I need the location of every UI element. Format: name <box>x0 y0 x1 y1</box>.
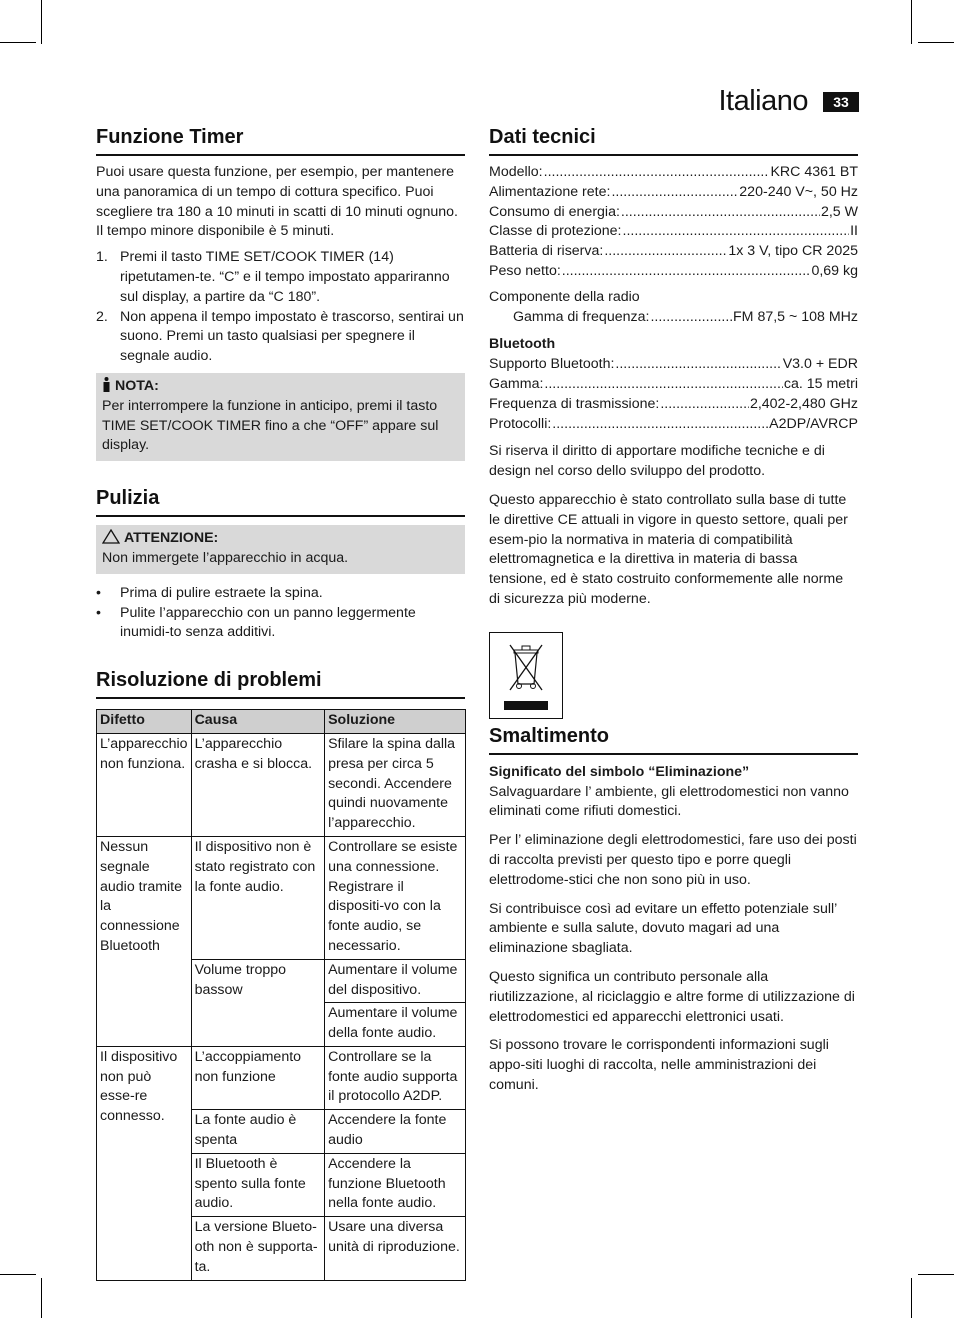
spec-label: Gamma di frequenza: <box>513 308 650 325</box>
spec-row <box>489 242 858 262</box>
page-number: 33 <box>823 92 859 112</box>
crop-mark <box>918 1274 954 1275</box>
warning-text: Non immergete l’apparecchio in acqua. <box>102 549 349 566</box>
spec-label: Supporto Bluetooth: <box>489 356 615 373</box>
solution-cell: Usare una diversa unità di riproduzione. <box>325 1217 466 1280</box>
spec-value: II <box>850 223 858 240</box>
left-column <box>96 124 465 1281</box>
radio-label: Componente della radio <box>489 288 640 305</box>
disposal-paragraph: Questo significa un contributo personale alla riutilizzazione, al riciclaggio e altre forme di utilizzazione di elettrodomestici ed apparecchi elettronici usati. <box>489 968 855 1025</box>
bluetooth-heading: Bluetooth <box>489 336 556 353</box>
spec-label: Batteria di riserva: <box>489 243 604 260</box>
crop-mark <box>41 1278 42 1318</box>
solution-cell: Aumentare il volume della fonte audio. <box>325 1003 466 1047</box>
cause-cell: Il Bluetooth è spento sulla fonte audio. <box>191 1153 325 1216</box>
info-icon <box>102 377 111 392</box>
spec-row <box>489 355 858 375</box>
cleaning-bullets <box>96 584 465 643</box>
warning-label: ATTENZIONE: <box>123 530 219 547</box>
spec-label: Frequenza di trasmissione: <box>489 395 660 412</box>
specs-list <box>489 163 858 282</box>
troubleshooting-heading: Risoluzione di problemi <box>96 667 465 699</box>
spec-label: Alimentazione rete: <box>489 183 611 200</box>
timer-heading: Funzione Timer <box>96 124 465 156</box>
defect-cell: Il dispositivo non può esse-re connesso. <box>97 1046 192 1280</box>
solution-cell: Accendere la funzione Bluetooth nella fonte audio. <box>325 1153 466 1216</box>
spec-row <box>489 395 858 415</box>
spec-label: Consumo di energia: <box>489 203 620 220</box>
solution-cell: Accendere la fonte audio <box>325 1110 466 1154</box>
step-text: Premi il tasto TIME SET/COOK TIMER (14) ripetutamen-te. “C” e il tempo impostato appariranno sul display, a partire da “C 180”. <box>120 249 450 305</box>
spec-value: 2,5 W <box>820 203 858 220</box>
spec-value: A2DP/AVRCP <box>769 415 858 432</box>
cause-cell: La versione Blueto-oth non è supporta-ta. <box>191 1217 325 1280</box>
bullet-icon: • <box>96 604 101 621</box>
column-header: Soluzione <box>325 710 466 734</box>
list-item <box>96 584 465 604</box>
specs-note-ce: Questo apparecchio è stato controllato sulla base di tutte le direttive CE attuali in vigore in questo settore, quali per esem-pio la normativa in materia di compatibilità elettromagnetica e la direttiva in materia di bassa tensione, ed è stato costruito conformemente alle norme di sicurezza più moderne. <box>489 491 848 607</box>
spec-label: Modello: <box>489 164 543 180</box>
bullet-text: Prima di pulire estraete la spina. <box>120 584 323 601</box>
troubleshooting-table <box>96 709 466 1281</box>
table-row <box>97 1046 466 1109</box>
dot-leader <box>623 222 850 242</box>
spec-row <box>489 222 858 242</box>
timer-intro: Puoi usare questa funzione, per esempio, per mantenere una panoramica di un tempo di cottura specifico. Puoi scegliere tra 180 a 10 minuti in scatti di 10 minuti ognuno. Il tempo minore disponibile è 5 minuti. <box>96 164 458 240</box>
specs-section <box>489 124 858 610</box>
list-item <box>96 604 465 644</box>
warning-box <box>96 525 465 574</box>
disposal-paragraph: Per l’ eliminazione degli elettrodomestici, fare uso dei posti di raccolta previsti per questo tipo e porre quegli elettrodome-stici che non sono più in uso. <box>489 832 857 888</box>
solution-cell: Sfilare la spina dalla presa per circa 5 secondi. Accendere quindi nuovamente l’apparecchio. <box>325 733 466 836</box>
list-item <box>96 308 465 367</box>
solution-cell: Aumentare il volume del dispositivo. <box>325 959 466 1003</box>
crop-mark <box>918 42 954 43</box>
table-header-row <box>97 710 466 734</box>
spec-value: 220-240 V~, 50 Hz <box>739 183 858 200</box>
dot-leader <box>650 308 732 328</box>
disposal-paragraph: Salvaguardare l’ ambiente, gli elettrodomestici non vanno eliminati come rifiuti domestici. <box>489 783 849 820</box>
disposal-subheading: Significato del simbolo “Eliminazione” <box>489 763 750 780</box>
cause-cell: Volume troppo bassow <box>191 959 325 1046</box>
spec-label: Gamma: <box>489 375 544 392</box>
bullet-icon: • <box>96 584 101 601</box>
defect-cell: L’apparecchio non funziona. <box>97 733 192 836</box>
note-text: Per interrompere la funzione in anticipo, premi il tasto TIME SET/COOK TIMER fino a che “OFF” appare sul display. <box>102 397 439 454</box>
specs-note-design: Si riserva il diritto di apportare modifiche tecniche e di design nel corso dello sviluppo del prodotto. <box>489 443 825 480</box>
dot-leader <box>544 375 782 395</box>
note-box <box>96 373 465 461</box>
spec-row <box>489 203 858 223</box>
weee-bin-icon <box>489 632 563 719</box>
table-row <box>97 733 466 836</box>
spec-row <box>489 183 858 203</box>
note-label: NOTA: <box>114 377 159 394</box>
cause-cell: L’apparecchio crasha e si blocca. <box>191 733 325 836</box>
page-language-title: Italiano <box>718 85 808 117</box>
spec-row <box>489 308 858 328</box>
troubleshooting-section <box>96 667 465 1281</box>
step-text: Non appena il tempo impostato è trascorso, sentirai un suono. Premi un tasto qualsiasi per spegnere il segnale audio. <box>120 308 464 365</box>
step-number: 1. <box>96 249 108 266</box>
crop-mark <box>0 1274 36 1275</box>
spec-label: Protocolli: <box>489 415 552 432</box>
timer-steps <box>96 248 465 367</box>
cause-cell: Il dispositivo non è stato registrato con la fonte audio. <box>191 836 325 959</box>
solution-cell: Controllare se esiste una connessione. Registrare il dispositi-vo con la fonte audio, se necessario. <box>325 836 466 959</box>
dot-leader <box>611 183 738 203</box>
spec-value: 0,69 kg <box>811 262 858 279</box>
cleaning-heading: Pulizia <box>96 485 465 517</box>
cause-cell: La fonte audio è spenta <box>191 1110 325 1154</box>
spec-value: KRC 4361 BT <box>770 164 858 180</box>
dot-leader <box>615 355 781 375</box>
spec-label: Peso netto: <box>489 262 561 279</box>
dot-leader <box>604 242 727 262</box>
spec-row <box>489 262 858 282</box>
spec-row <box>489 415 858 435</box>
specs-heading: Dati tecnici <box>489 124 858 156</box>
column-header: Causa <box>191 710 325 734</box>
spec-value: 1x 3 V, tipo CR 2025 <box>728 243 858 260</box>
dot-leader <box>544 163 770 183</box>
bluetooth-specs-list <box>489 355 858 434</box>
spec-value: ca. 15 metri <box>783 375 858 392</box>
spec-row <box>489 375 858 395</box>
disposal-section <box>489 723 858 1096</box>
dot-leader <box>660 395 749 415</box>
table-row <box>97 836 466 959</box>
crop-mark <box>0 42 36 43</box>
spec-value: V3.0 + EDR <box>782 356 858 373</box>
defect-cell: Nessun segnale audio tramite la connessione Bluetooth <box>97 836 192 1046</box>
column-header: Difetto <box>97 710 192 734</box>
spec-value: 2,402-2,480 GHz <box>749 395 858 412</box>
crop-mark <box>41 0 42 44</box>
list-item <box>96 248 465 307</box>
spec-value: FM 87,5 ~ 108 MHz <box>733 308 858 325</box>
dot-leader <box>621 203 820 223</box>
disposal-heading: Smaltimento <box>489 723 858 755</box>
disposal-paragraph: Si contribuisce così ad evitare un effetto potenziale sull’ ambiente e sulla salute, dovuto magari ad una eliminazione sbagliata. <box>489 900 837 957</box>
solution-cell: Controllare se la fonte audio supporta il protocollo A2DP. <box>325 1046 466 1109</box>
spec-label: Classe di protezione: <box>489 223 622 240</box>
warning-icon <box>102 529 120 544</box>
cleaning-section <box>96 485 465 643</box>
bullet-text: Pulite l’apparecchio con un panno leggermente inumidi-to senza additivi. <box>120 604 416 641</box>
dot-leader <box>552 415 768 435</box>
right-column <box>489 124 858 1096</box>
cause-cell: L’accoppiamento non funzione <box>191 1046 325 1109</box>
crop-mark <box>911 1278 912 1318</box>
spec-row <box>489 163 858 183</box>
crop-mark <box>911 0 912 44</box>
step-number: 2. <box>96 308 108 325</box>
disposal-paragraph: Si possono trovare le corrispondenti informazioni sugli appo-siti luoghi di raccolta, nelle amministrazioni dei comuni. <box>489 1037 829 1093</box>
timer-section <box>96 124 465 461</box>
dot-leader <box>562 262 811 282</box>
